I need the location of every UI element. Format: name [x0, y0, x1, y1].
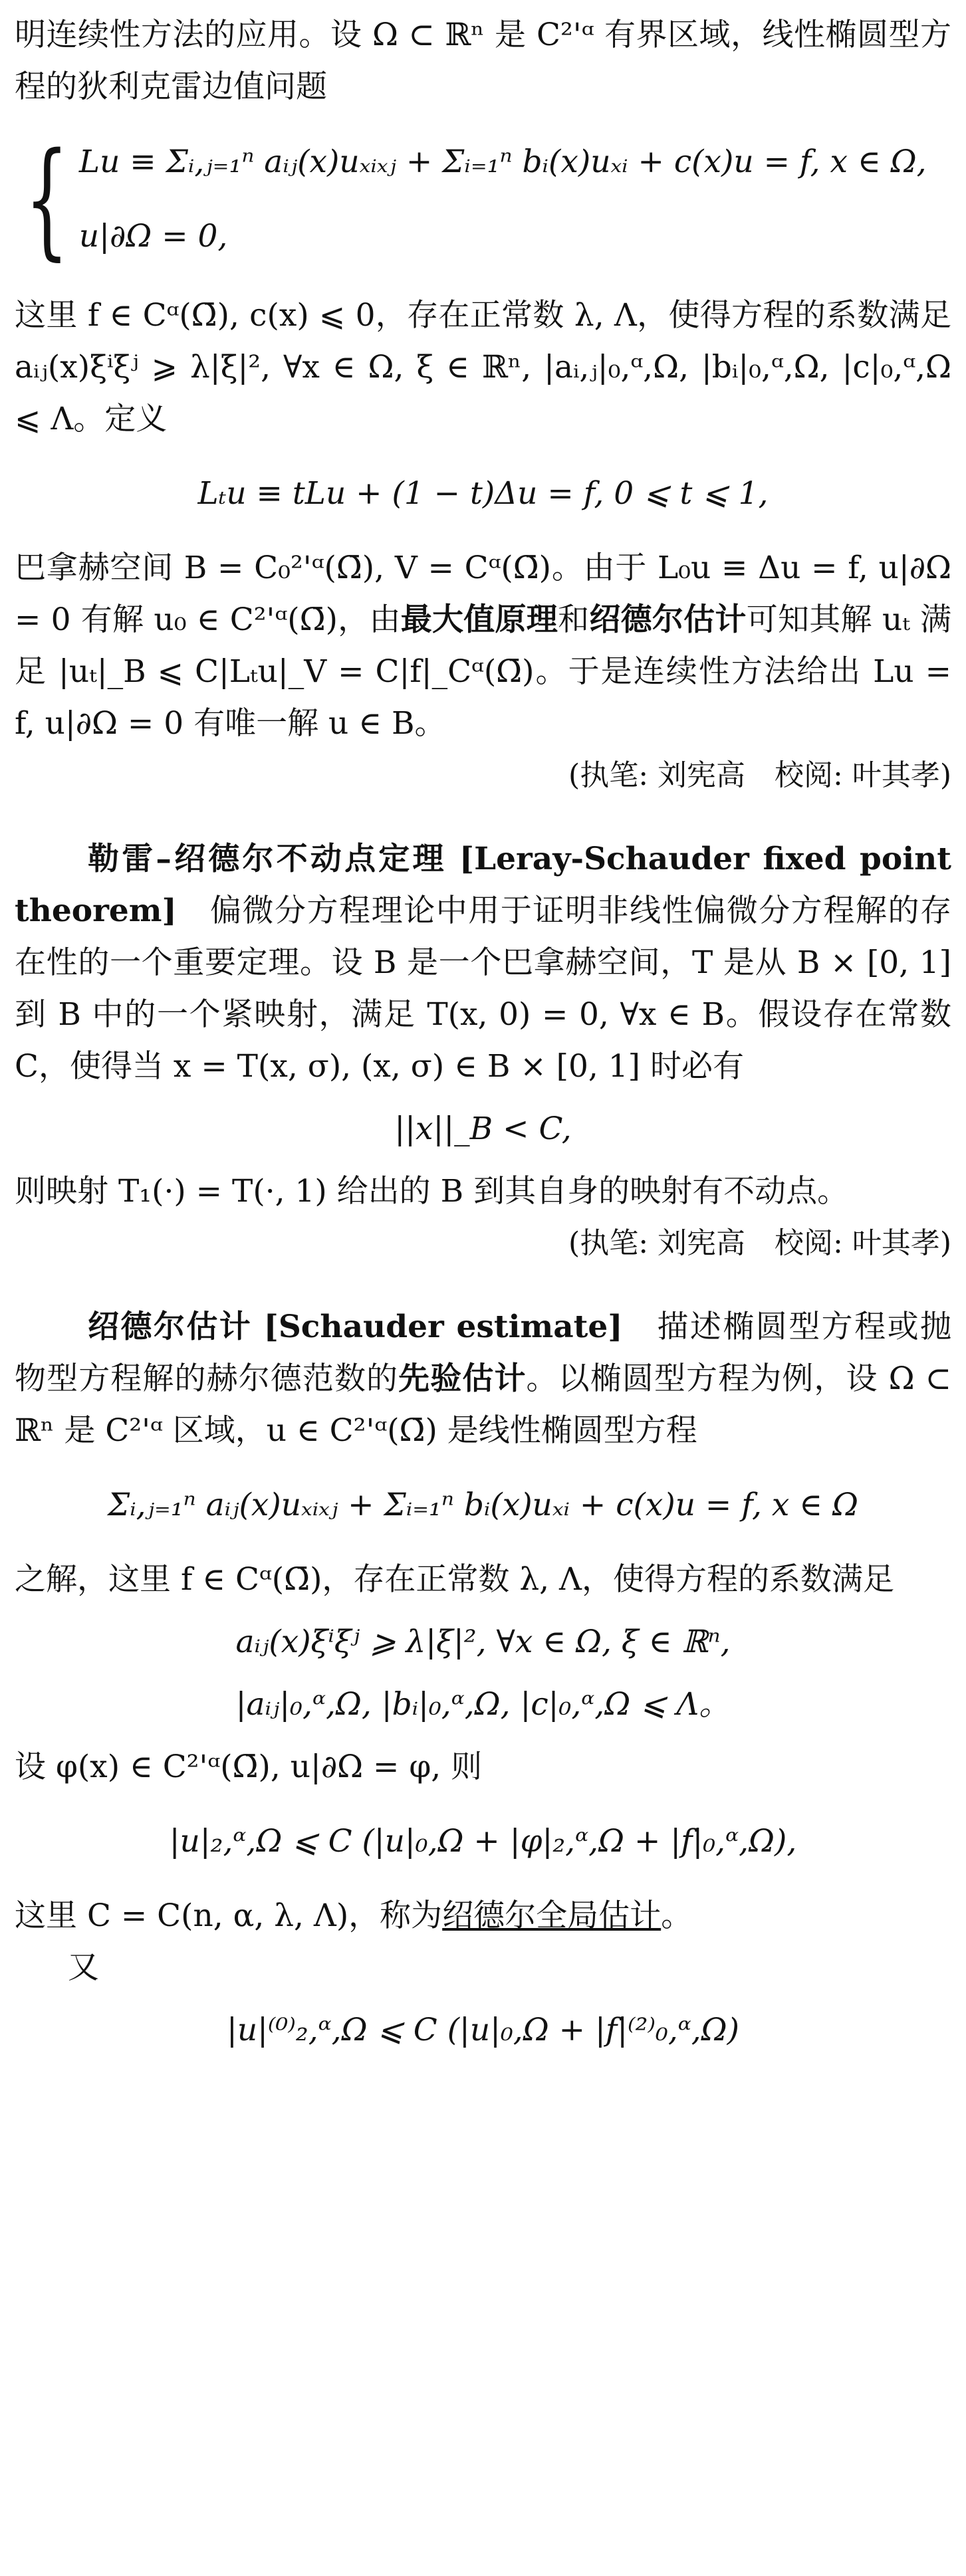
- signature-1: (执笔: 刘宪高 校阅: 叶其孝): [568, 758, 951, 792]
- banach-and: 和: [558, 601, 590, 638]
- schauder-let-phi: 设 φ(x) ∈ C²'ᵅ(Ω̄), u|∂Ω = φ, 则: [15, 1749, 483, 1785]
- schauder-here-c: [15, 1890, 951, 1942]
- schauder-entry: [15, 1301, 951, 1457]
- intro-paragraph: 明连续性方法的应用。设 Ω ⊂ ℝⁿ 是 C²'ᵅ 有界区域，线性椭圆型方程的狄利克雷边值问题: [15, 17, 951, 105]
- term-schauder-estimate-link: 绍德尔估计: [589, 601, 747, 638]
- cases-equation-1: Lu ≡ Σᵢ,ⱼ₌₁ⁿ aᵢⱼ(x)uₓᵢₓⱼ + Σᵢ₌₁ⁿ bᵢ(x)uₓᵢ + c(x)u = f, x ∈ Ω,: [78, 144, 927, 180]
- schauder-body-b: 。以椭圆型方程为例，设 Ω ⊂ ℝⁿ 是 C²'ᵅ 区域，u ∈ C²'ᵅ(Ω̄) 是线性椭圆型方程: [15, 1360, 952, 1449]
- cases-lines: [79, 125, 927, 274]
- schauder-conditions-paragraph: 之解，这里 f ∈ Cᵅ(Ω̄)，存在正常数 λ, Λ，使得方程的系数满足: [15, 1561, 894, 1598]
- leray-title-en: [Leray-Schauder fixed point theorem]: [15, 841, 951, 929]
- equation-Lt: Lₜu ≡ tLu + (1 − t)Δu = f, 0 ⩽ t ⩽ 1,: [197, 475, 769, 512]
- term-maximum-principle: 最大值原理: [400, 601, 558, 638]
- term-schauder-global-estimate: 绍德尔全局估计: [442, 1897, 662, 1934]
- schauder-equation-3: |aᵢⱼ|₀,ᵅ,Ω, |bᵢ|₀,ᵅ,Ω, |c|₀,ᵅ,Ω ⩽ Λ。: [235, 1686, 731, 1723]
- banach-text-1: 巴拿赫空间 B = C₀²'ᵅ(Ω̄), V = Cᵅ(Ω̄)。由于 L₀u ≡ Δu = f, u|∂Ω = 0 有解 u₀ ∈ C²'ᵅ(Ω̄)，由: [15, 550, 951, 638]
- schauder-title-en: [Schauder estimate]: [263, 1309, 623, 1345]
- cases-equation-2: u|∂Ω = 0,: [78, 218, 228, 255]
- leray-title-cn: 勒雷–绍德尔不动点定理: [88, 841, 447, 877]
- schauder-interior-estimate-equation: |u|⁽⁰⁾₂,ᵅ,Ω ⩽ C (|u|₀,Ω + |f|⁽²⁾₀,ᵅ,Ω): [226, 2012, 739, 2048]
- dirichlet-cases: [15, 125, 951, 274]
- schauder-title-cn: 绍德尔估计: [88, 1309, 253, 1345]
- banach-paragraph: [15, 542, 951, 750]
- here-c-text: 这里 C = C(n, α, λ, Λ)，称为: [15, 1897, 443, 1934]
- here-c-end: 。: [661, 1897, 693, 1934]
- schauder-again: 又: [68, 1949, 99, 1986]
- leray-body: 偏微分方程理论中用于证明非线性偏微分方程解的存在性的一个重要定理。设 B 是一个巴拿赫空间，T 是从 B × [0, 1] 到 B 中的一个紧映射，满足 T(x, 0) = 0, ∀x ∈ B。假设存在常数 C，使得当 x = T(x, σ), (x, σ) ∈ B × [0, 1] 时必有: [15, 893, 952, 1085]
- schauder-body-a: 描述椭圆型方程或抛物型方程解的赫尔德范数的: [15, 1309, 952, 1397]
- term-a-priori-estimate: 先验估计: [398, 1360, 527, 1397]
- schauder-equation-1: Σᵢ,ⱼ₌₁ⁿ aᵢⱼ(x)uₓᵢₓⱼ + Σᵢ₌₁ⁿ bᵢ(x)uₓᵢ + c(x)u = f, x ∈ Ω: [107, 1487, 858, 1523]
- leray-equation: ||x||_B < C,: [394, 1111, 572, 1147]
- leray-conclusion: 则映射 T₁(·) = T(·, 1) 给出的 B 到其自身的映射有不动点。: [15, 1173, 849, 1210]
- signature-2: (执笔: 刘宪高 校阅: 叶其孝): [568, 1226, 951, 1260]
- leray-schauder-entry: [15, 833, 951, 1093]
- coefficient-conditions-paragraph: 这里 f ∈ Cᵅ(Ω̄), c(x) ⩽ 0，存在正常数 λ, Λ，使得方程的系数满足 aᵢⱼ(x)ξⁱξʲ ⩾ λ|ξ|², ∀x ∈ Ω, ξ ∈ ℝⁿ, |aᵢ,ⱼ|₀,ᵅ,Ω, |bᵢ|₀,ᵅ,Ω, |c|₀,ᵅ,Ω ⩽ Λ。定义: [15, 297, 951, 437]
- banach-text-2: 可知其解 uₜ 满足 |uₜ|_B ⩽ C|Lₜu|_V = C|f|_Cᵅ(Ω̄)。于是连续性方法给出 Lu = f, u|∂Ω = 0 有唯一解 u ∈ B。: [15, 601, 952, 742]
- schauder-equation-2: aᵢⱼ(x)ξⁱξʲ ⩾ λ|ξ|², ∀x ∈ Ω, ξ ∈ ℝⁿ,: [235, 1624, 731, 1660]
- schauder-global-estimate-equation: |u|₂,ᵅ,Ω ⩽ C (|u|₀,Ω + |φ|₂,ᵅ,Ω + |f|₀,ᵅ,Ω),: [169, 1823, 797, 1860]
- cases-brace: {: [25, 126, 69, 272]
